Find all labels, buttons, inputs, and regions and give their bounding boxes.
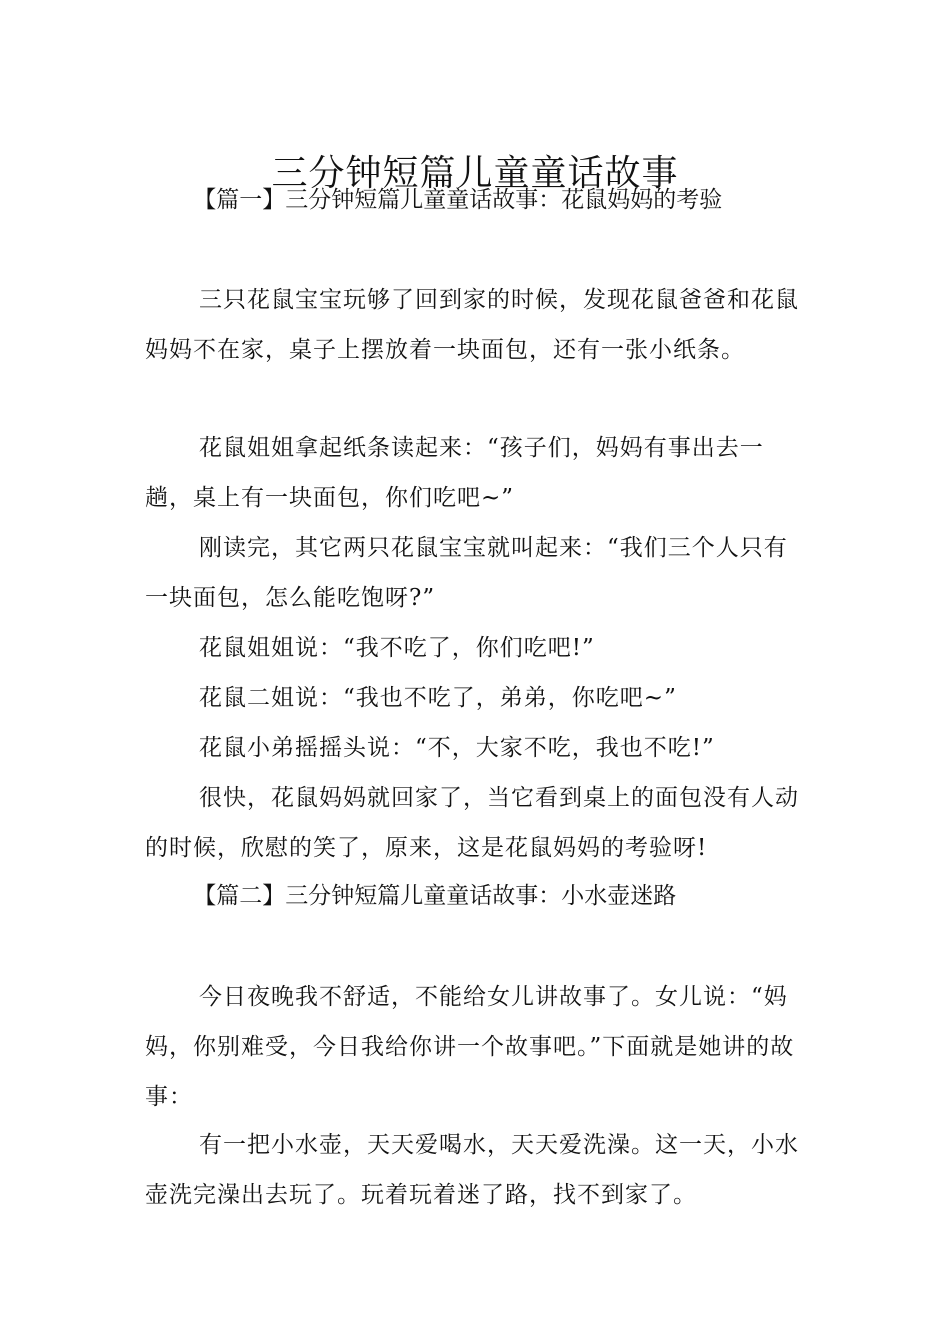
paragraph: 花鼠小弟摇摇头说：“不，大家不吃，我也不吃!” xyxy=(199,735,715,761)
paragraph: 三只花鼠宝宝玩够了回到家的时候，发现花鼠爸爸和花鼠妈妈不在家，桌子上摆放着一块面包，还有一张小纸条。 xyxy=(145,287,800,363)
paragraph: 花鼠姐姐说：“我不吃了，你们吃吧!” xyxy=(199,635,595,661)
paragraph: 有一把小水壶，天天爱喝水，天天爱洗澡。这一天，小水壶洗完澡出去玩了。玩着玩着迷了路，找不到家了。 xyxy=(145,1132,800,1208)
paragraph: 花鼠姐姐拿起纸条读起来：“孩子们，妈妈有事出去一趟，桌上有一块面包，你们吃吧~” xyxy=(145,435,764,511)
paragraph: 花鼠二姐说：“我也不吃了，弟弟，你吃吧~” xyxy=(199,685,677,711)
section-heading-1: 【篇一】三分钟短篇儿童童话故事：花鼠妈妈的考验 xyxy=(193,187,723,213)
paragraph: 今日夜晚我不舒适，不能给女儿讲故事了。女儿说：“妈妈，你别难受，今日我给你讲一个故事吧。”下面就是她讲的故事： xyxy=(145,984,795,1110)
paragraph: 很快，花鼠妈妈就回家了，当它看到桌上的面包没有人动的时候，欣慰的笑了，原来，这是花鼠妈妈的考验呀! xyxy=(145,785,800,861)
section-heading-2: 【篇二】三分钟短篇儿童童话故事：小水壶迷路 xyxy=(193,883,677,909)
page-title: 三分钟短篇儿童童话故事 xyxy=(271,153,679,195)
paragraph: 刚读完，其它两只花鼠宝宝就叫起来：“我们三个人只有一块面包，怎么能吃饱呀?” xyxy=(145,535,788,611)
